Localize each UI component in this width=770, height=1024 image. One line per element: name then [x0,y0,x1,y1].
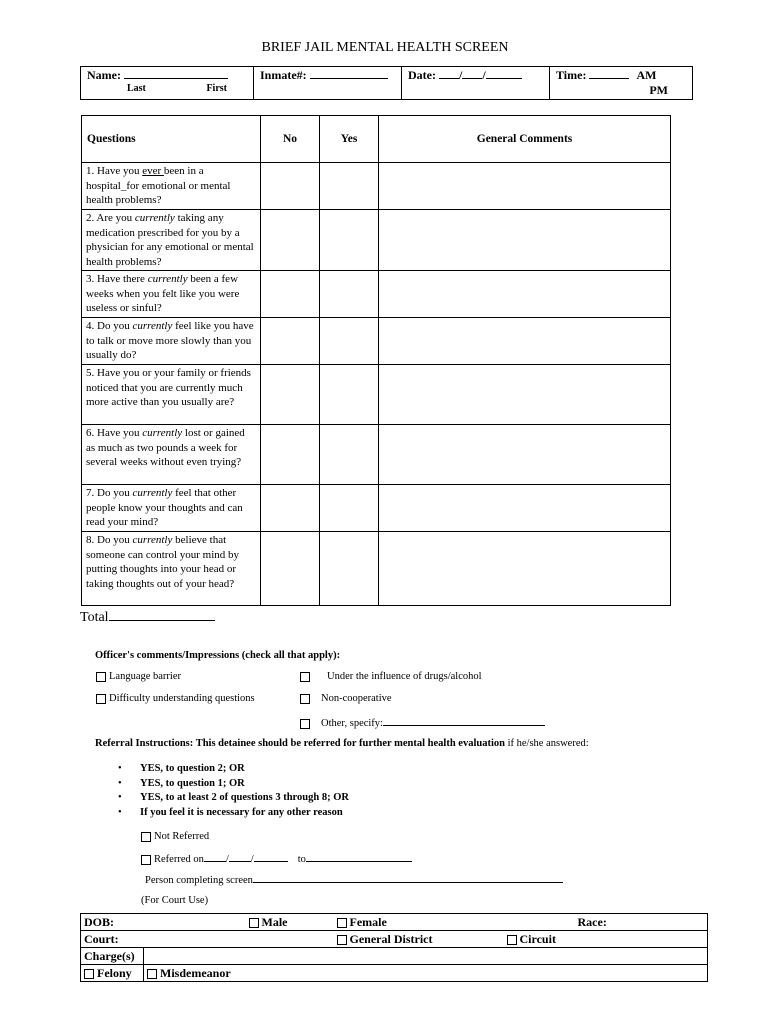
other-specify-field[interactable] [383,715,545,726]
q3-no-cell[interactable] [261,271,320,318]
pm-label: PM [649,83,668,97]
checkbox-icon[interactable] [96,694,106,704]
q3-comment-cell[interactable] [379,271,671,318]
date-day-field[interactable] [462,68,482,79]
checkbox-icon[interactable] [141,832,151,842]
check-general-district[interactable]: General District [337,932,433,947]
check-non-cooperative[interactable]: Non-cooperative [300,693,392,704]
q3-yes-cell[interactable] [320,271,379,318]
check-misdemeanor[interactable]: Misdemeanor [144,965,708,982]
checkbox-icon[interactable] [141,855,151,865]
question-2-text: 2. Are you currently taking any medication prescribed for you by a physician for any emotional or mental health problems? [82,210,261,271]
court-use-label: (For Court Use) [141,895,209,906]
dob-label: DOB: [84,914,114,929]
charges-field[interactable] [144,948,708,965]
question-row-6 [82,425,671,485]
date-cell[interactable]: Date: / / [402,67,550,100]
referral-criterion: • YES, to at least 2 of questions 3 through 8; OR [118,791,349,806]
q2-no-cell[interactable] [261,210,320,271]
person-completing-field[interactable] [253,872,563,883]
court-use-table [80,913,708,982]
checkbox-icon[interactable] [507,935,517,945]
checkbox-icon[interactable] [249,918,259,928]
charges-label: Charge(s) [81,948,144,965]
referral-criterion: • YES, to question 1; OR [118,777,349,792]
question-row-4 [82,318,671,365]
q7-comment-cell[interactable] [379,485,671,532]
col-comments: General Comments [379,116,671,163]
time-field[interactable] [589,68,629,79]
check-other[interactable]: Other, specify: [300,715,545,729]
q2-comment-cell[interactable] [379,210,671,271]
check-influence[interactable]: Under the influence of drugs/alcohol [300,671,482,682]
officer-heading: Officer's comments/Impressions (check all that apply): [95,650,341,661]
question-row-1 [82,163,671,210]
name-label: Name: [87,68,121,82]
date-month-field[interactable] [439,68,459,79]
check-female[interactable]: Female [337,915,387,930]
checkbox-icon[interactable] [147,969,157,979]
court-cell[interactable] [81,931,708,948]
q7-yes-cell[interactable] [320,485,379,532]
check-felony[interactable]: Felony [81,965,144,982]
check-difficulty[interactable]: Difficulty understanding questions [96,693,255,704]
col-no: No [261,116,320,163]
inmate-label: Inmate#: [260,68,307,82]
q1-yes-cell[interactable] [320,163,379,210]
q6-comment-cell[interactable] [379,425,671,485]
col-questions: Questions [82,116,261,163]
question-row-7 [82,485,671,532]
checkbox-icon[interactable] [300,694,310,704]
referral-criterion: • YES, to question 2; OR [118,762,349,777]
q8-no-cell[interactable] [261,532,320,606]
q5-comment-cell[interactable] [379,365,671,425]
col-yes: Yes [320,116,379,163]
race-label: Race: [577,914,607,929]
q5-yes-cell[interactable] [320,365,379,425]
checkbox-icon[interactable] [84,969,94,979]
question-3-text: 3. Have there currently been a few weeks when you felt like you were useless or sinful? [82,271,261,318]
time-label: Time: [556,68,587,82]
first-label: First [206,83,227,94]
date-year-field[interactable] [486,68,522,79]
person-completing: Person completing screen [145,872,563,886]
checkbox-icon[interactable] [337,935,347,945]
total-label: Total [80,610,109,625]
q8-yes-cell[interactable] [320,532,379,606]
total-row [80,606,215,626]
header-table [80,66,693,100]
question-row-8 [82,532,671,606]
question-6-text: 6. Have you currently lost or gained as much as two pounds a week for several weeks without even trying? [82,425,261,485]
checkbox-icon[interactable] [337,918,347,928]
referred-year-field[interactable] [254,851,288,862]
q2-yes-cell[interactable] [320,210,379,271]
total-field[interactable] [109,606,215,621]
date-label: Date: [408,68,436,82]
check-referred-on[interactable]: Referred on / / to [141,851,412,865]
q1-no-cell[interactable] [261,163,320,210]
checkbox-icon[interactable] [300,672,310,682]
checkbox-icon[interactable] [300,719,310,729]
question-row-5 [82,365,671,425]
question-1-text: 1. Have you ever been in a hospital_for emotional or mental health problems? [82,163,261,210]
referred-to-field[interactable] [306,851,412,862]
referral-instructions: Referral Instructions: This detainee should be referred for further mental health evaluation if he/she answered: [95,738,589,749]
q4-comment-cell[interactable] [379,318,671,365]
q4-yes-cell[interactable] [320,318,379,365]
q5-no-cell[interactable] [261,365,320,425]
check-not-referred[interactable]: Not Referred [141,831,209,842]
question-row-3 [82,271,671,318]
dob-cell[interactable] [81,914,708,931]
question-8-text: 8. Do you currently believe that someone can control your mind by putting thoughts into your head or taking thoughts out of your head? [82,532,261,606]
question-row-2 [82,210,671,271]
form-title: BRIEF JAIL MENTAL HEALTH SCREEN [261,40,509,55]
question-7-text: 7. Do you currently feel that other people know your thoughts and can read your mind? [82,485,261,532]
name-field[interactable] [124,68,228,79]
question-5-text: 5. Have you or your family or friends noticed that you are currently much more active than you usually are? [82,365,261,425]
q6-no-cell[interactable] [261,425,320,485]
q4-no-cell[interactable] [261,318,320,365]
am-label: AM [636,68,657,82]
referred-month-field[interactable] [204,851,226,862]
question-4-text: 4. Do you currently feel like you have to talk or move more slowly than you usually do? [82,318,261,365]
check-male[interactable]: Male [249,915,288,930]
check-circuit[interactable]: Circuit [507,932,556,947]
checkbox-icon[interactable] [96,672,106,682]
inmate-cell[interactable] [254,67,402,100]
q7-no-cell[interactable] [261,485,320,532]
referred-day-field[interactable] [229,851,251,862]
inmate-field[interactable] [310,68,388,79]
q6-yes-cell[interactable] [320,425,379,485]
questions-table [81,115,671,606]
referral-criterion: • If you feel it is necessary for any other reason [118,806,349,821]
referral-criteria-list [118,762,349,820]
q1-comment-cell[interactable] [379,163,671,210]
name-cell[interactable] [81,67,254,100]
q8-comment-cell[interactable] [379,532,671,606]
time-cell[interactable] [550,67,693,100]
last-label: Last [127,83,146,94]
court-label: Court: [84,931,119,946]
check-language-barrier[interactable]: Language barrier [96,671,181,682]
